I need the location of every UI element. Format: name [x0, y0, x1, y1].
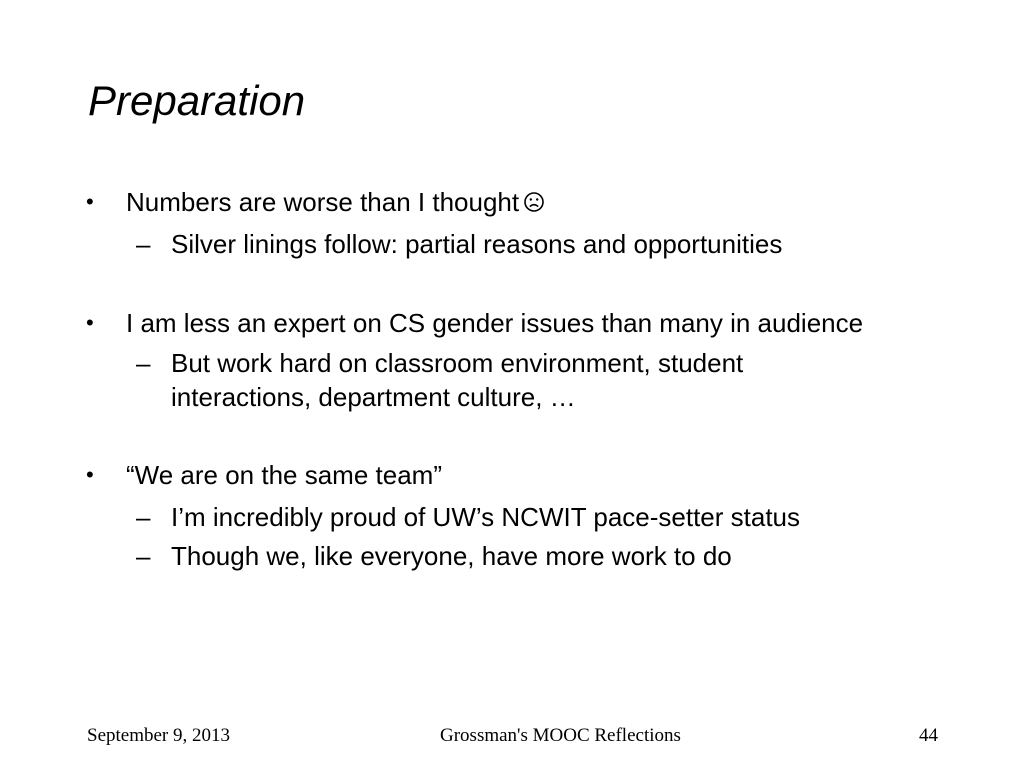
bullet-text-content: Numbers are worse than I thought — [126, 187, 520, 217]
bullet-text: “We are on the same team” — [126, 460, 442, 490]
sad-face-icon — [523, 191, 545, 213]
sub-bullet-text: I’m incredibly proud of UW’s NCWIT pace-setter status — [171, 502, 801, 532]
slide-title: Preparation — [88, 77, 306, 124]
bullet-text: I am less an expert on CS gender issues than many in audience — [126, 308, 864, 338]
sub-bullet-text: Silver linings follow: partial reasons and opportunities — [171, 229, 783, 259]
bullet-text — [126, 186, 946, 218]
sub-bullet-text: Though we, like everyone, have more work to do — [171, 541, 732, 571]
page-number: 44 — [919, 725, 938, 746]
sub-bullet-marker: – — [136, 502, 151, 532]
sub-bullet-text: But work hard on classroom environment, student interactions, department culture, … — [171, 348, 744, 412]
bullet-marker: • — [86, 310, 94, 335]
sub-bullet-marker: – — [136, 229, 151, 259]
bullet-marker: • — [86, 189, 94, 214]
sub-bullet-marker: – — [136, 541, 151, 571]
bullet-marker: • — [86, 462, 94, 487]
sub-bullet-marker: – — [136, 348, 151, 378]
footer-date: September 9, 2013 — [87, 725, 231, 746]
footer-title: Grossman's MOOC Reflections — [440, 725, 681, 746]
